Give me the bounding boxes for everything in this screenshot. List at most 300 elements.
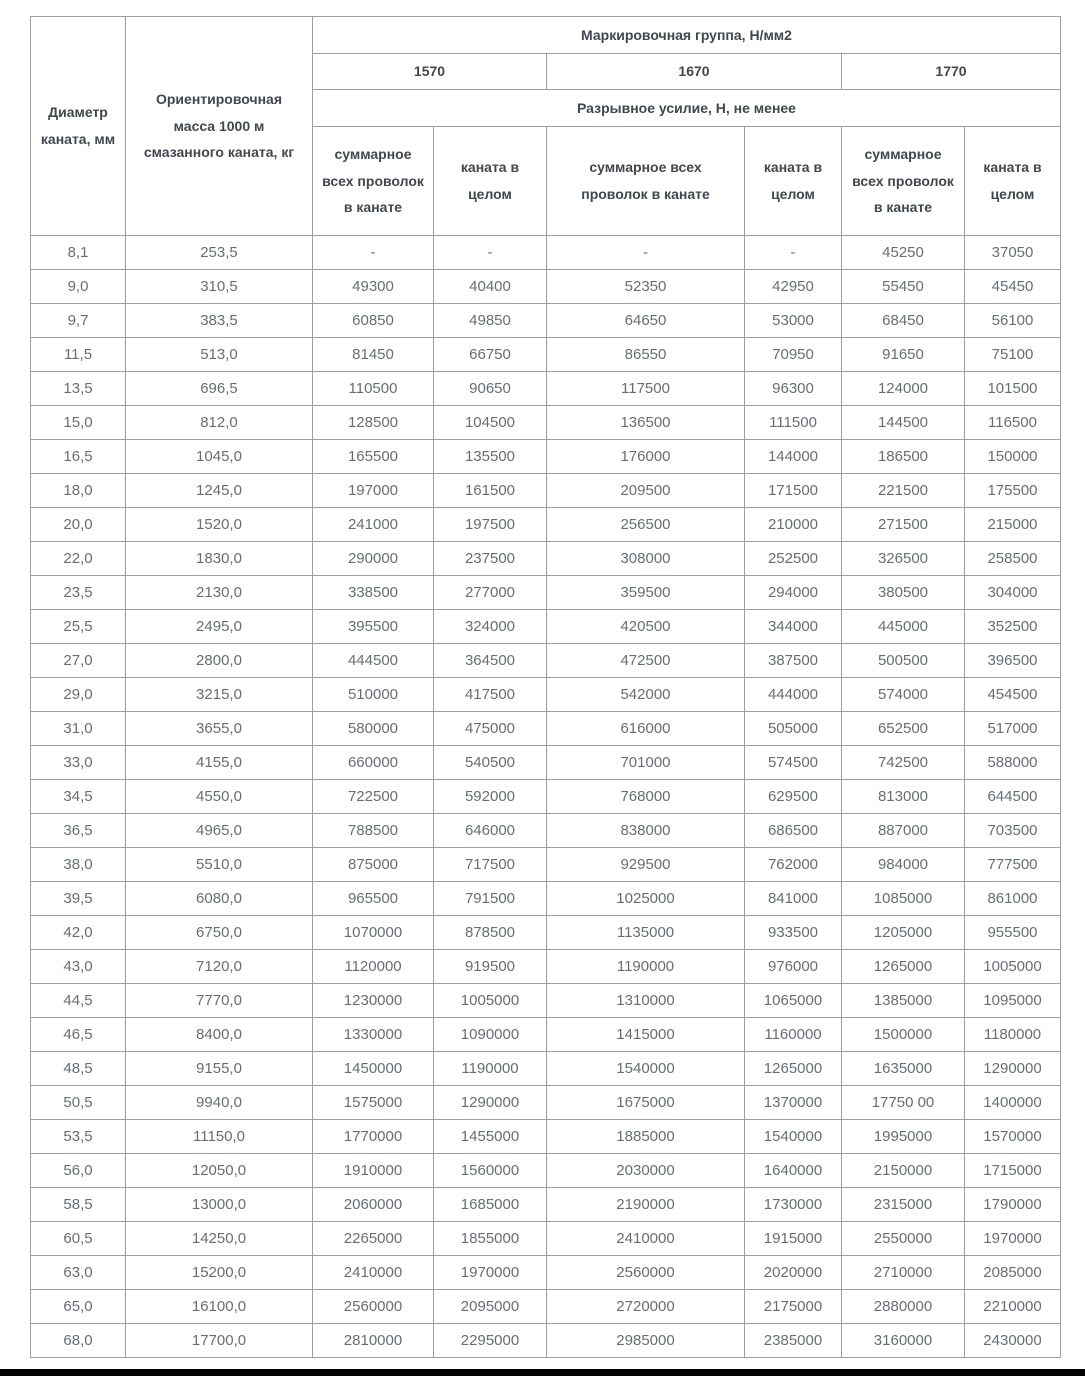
- table-cell: 241000: [313, 508, 434, 542]
- table-cell: 517000: [965, 712, 1061, 746]
- table-cell: 1005000: [434, 984, 547, 1018]
- table-cell: 2030000: [547, 1154, 745, 1188]
- table-cell: 1180000: [965, 1018, 1061, 1052]
- table-cell: 1500000: [842, 1018, 965, 1052]
- header-rope-whole-1770: каната в целом: [965, 127, 1061, 236]
- table-cell: 11150,0: [126, 1120, 313, 1154]
- table-cell: 588000: [965, 746, 1061, 780]
- table-cell: 838000: [547, 814, 745, 848]
- table-cell: 4965,0: [126, 814, 313, 848]
- table-cell: 383,5: [126, 304, 313, 338]
- table-cell: 2385000: [745, 1324, 842, 1358]
- table-cell: 1520,0: [126, 508, 313, 542]
- table-cell: 111500: [745, 406, 842, 440]
- table-cell: 717500: [434, 848, 547, 882]
- table-cell: 696,5: [126, 372, 313, 406]
- table-cell: 104500: [434, 406, 547, 440]
- table-cell: 52350: [547, 270, 745, 304]
- table-cell: 256500: [547, 508, 745, 542]
- table-cell: 150000: [965, 440, 1061, 474]
- table-cell: 13,5: [31, 372, 126, 406]
- table-cell: 540500: [434, 746, 547, 780]
- table-cell: 4155,0: [126, 746, 313, 780]
- table-cell: 310,5: [126, 270, 313, 304]
- table-body: [31, 236, 1061, 1358]
- table-cell: 646000: [434, 814, 547, 848]
- table-cell: 2430000: [965, 1324, 1061, 1358]
- table-cell: -: [745, 236, 842, 270]
- table-cell: 31,0: [31, 712, 126, 746]
- table-cell: 124000: [842, 372, 965, 406]
- table-cell: 144500: [842, 406, 965, 440]
- header-rope-whole-1670: каната в целом: [745, 127, 842, 236]
- table-row: [31, 474, 1061, 508]
- table-cell: 96300: [745, 372, 842, 406]
- table-cell: 701000: [547, 746, 745, 780]
- table-cell: 210000: [745, 508, 842, 542]
- table-cell: 58,5: [31, 1188, 126, 1222]
- table-cell: 955500: [965, 916, 1061, 950]
- table-cell: 762000: [745, 848, 842, 882]
- table-cell: 878500: [434, 916, 547, 950]
- table-row: [31, 236, 1061, 270]
- table-cell: 580000: [313, 712, 434, 746]
- table-cell: 1715000: [965, 1154, 1061, 1188]
- table-cell: 1070000: [313, 916, 434, 950]
- table-cell: 812,0: [126, 406, 313, 440]
- table-cell: 1730000: [745, 1188, 842, 1222]
- table-cell: 197500: [434, 508, 547, 542]
- table-cell: -: [434, 236, 547, 270]
- table-cell: 660000: [313, 746, 434, 780]
- table-cell: 387500: [745, 644, 842, 678]
- table-cell: 742500: [842, 746, 965, 780]
- table-row: [31, 304, 1061, 338]
- table-cell: 841000: [745, 882, 842, 916]
- table-cell: 1450000: [313, 1052, 434, 1086]
- table-cell: 2410000: [313, 1256, 434, 1290]
- table-row: [31, 1154, 1061, 1188]
- table-cell: 2560000: [313, 1290, 434, 1324]
- header-marking-group: Маркировочная группа, Н/мм2: [313, 17, 1061, 54]
- table-row: [31, 814, 1061, 848]
- table-cell: 1230000: [313, 984, 434, 1018]
- table-cell: 68450: [842, 304, 965, 338]
- header-group-1570: 1570: [313, 54, 547, 90]
- table-cell: 2020000: [745, 1256, 842, 1290]
- table-cell: 304000: [965, 576, 1061, 610]
- table-cell: 1770000: [313, 1120, 434, 1154]
- table-cell: 1190000: [434, 1052, 547, 1086]
- table-cell: 68,0: [31, 1324, 126, 1358]
- table-cell: 2800,0: [126, 644, 313, 678]
- table-cell: 1855000: [434, 1222, 547, 1256]
- table-row: [31, 406, 1061, 440]
- table-cell: 364500: [434, 644, 547, 678]
- table-cell: 324000: [434, 610, 547, 644]
- table-cell: 1290000: [434, 1086, 547, 1120]
- table-cell: 4550,0: [126, 780, 313, 814]
- table-cell: 252500: [745, 542, 842, 576]
- table-cell: 9,0: [31, 270, 126, 304]
- table-cell: 3655,0: [126, 712, 313, 746]
- table-cell: 91650: [842, 338, 965, 372]
- table-cell: 510000: [313, 678, 434, 712]
- table-cell: 1025000: [547, 882, 745, 916]
- table-row: [31, 678, 1061, 712]
- table-cell: 2130,0: [126, 576, 313, 610]
- table-cell: 116500: [965, 406, 1061, 440]
- table-cell: 56100: [965, 304, 1061, 338]
- table-cell: 64650: [547, 304, 745, 338]
- table-cell: 344000: [745, 610, 842, 644]
- table-cell: 9,7: [31, 304, 126, 338]
- table-cell: 1330000: [313, 1018, 434, 1052]
- table-cell: 42950: [745, 270, 842, 304]
- table-cell: 27,0: [31, 644, 126, 678]
- table-cell: 17750 00: [842, 1086, 965, 1120]
- table-row: [31, 1222, 1061, 1256]
- bottom-bar: [0, 1369, 1085, 1376]
- table-cell: 63,0: [31, 1256, 126, 1290]
- table-cell: 34,5: [31, 780, 126, 814]
- table-cell: 81450: [313, 338, 434, 372]
- table-cell: 1830,0: [126, 542, 313, 576]
- table-cell: 1370000: [745, 1086, 842, 1120]
- table-cell: 984000: [842, 848, 965, 882]
- table-cell: 53000: [745, 304, 842, 338]
- table-cell: 1265000: [745, 1052, 842, 1086]
- table-cell: 33,0: [31, 746, 126, 780]
- table-cell: 965500: [313, 882, 434, 916]
- table-row: [31, 712, 1061, 746]
- table-cell: 875000: [313, 848, 434, 882]
- table-cell: 23,5: [31, 576, 126, 610]
- table-cell: 46,5: [31, 1018, 126, 1052]
- table-cell: 2060000: [313, 1188, 434, 1222]
- table-cell: 6750,0: [126, 916, 313, 950]
- table-cell: 444500: [313, 644, 434, 678]
- table-cell: 175500: [965, 474, 1061, 508]
- table-cell: 20,0: [31, 508, 126, 542]
- table-cell: 15,0: [31, 406, 126, 440]
- table-cell: 2410000: [547, 1222, 745, 1256]
- table-cell: 2560000: [547, 1256, 745, 1290]
- table-cell: 5510,0: [126, 848, 313, 882]
- table-cell: 271500: [842, 508, 965, 542]
- table-cell: 1095000: [965, 984, 1061, 1018]
- table-cell: 186500: [842, 440, 965, 474]
- table-cell: 933500: [745, 916, 842, 950]
- table-cell: 221500: [842, 474, 965, 508]
- table-cell: 472500: [547, 644, 745, 678]
- table-cell: 2810000: [313, 1324, 434, 1358]
- table-row: [31, 610, 1061, 644]
- table-cell: 110500: [313, 372, 434, 406]
- table-cell: 60850: [313, 304, 434, 338]
- table-cell: 9155,0: [126, 1052, 313, 1086]
- table-cell: 2315000: [842, 1188, 965, 1222]
- table-cell: 171500: [745, 474, 842, 508]
- table-cell: 294000: [745, 576, 842, 610]
- table-cell: 1415000: [547, 1018, 745, 1052]
- table-row: [31, 1018, 1061, 1052]
- table-cell: 15200,0: [126, 1256, 313, 1290]
- table-cell: 1640000: [745, 1154, 842, 1188]
- table-cell: 12050,0: [126, 1154, 313, 1188]
- table-cell: 18,0: [31, 474, 126, 508]
- table-cell: 2720000: [547, 1290, 745, 1324]
- table-cell: 50,5: [31, 1086, 126, 1120]
- table-cell: 56,0: [31, 1154, 126, 1188]
- header-sum-wires-1770: суммарное всех проволок в канате: [842, 127, 965, 236]
- table-cell: -: [547, 236, 745, 270]
- table-row: [31, 1086, 1061, 1120]
- table-cell: 644500: [965, 780, 1061, 814]
- table-cell: 777500: [965, 848, 1061, 882]
- table-cell: 326500: [842, 542, 965, 576]
- header-sum-wires-1570: суммарное всех проволок в канате: [313, 127, 434, 236]
- header-group-1670: 1670: [547, 54, 842, 90]
- table-cell: 420500: [547, 610, 745, 644]
- table-cell: 37050: [965, 236, 1061, 270]
- table-cell: 1160000: [745, 1018, 842, 1052]
- table-cell: 475000: [434, 712, 547, 746]
- table-cell: 101500: [965, 372, 1061, 406]
- table-cell: 45250: [842, 236, 965, 270]
- header-row-marking-group: [31, 17, 1061, 54]
- table-cell: 1575000: [313, 1086, 434, 1120]
- header-sum-wires-1670: суммарное всех проволок в канате: [547, 127, 745, 236]
- header-mass: Ориентировочная масса 1000 м смазанного каната, кг: [126, 17, 313, 236]
- table-row: [31, 950, 1061, 984]
- table-cell: 40400: [434, 270, 547, 304]
- table-cell: 1915000: [745, 1222, 842, 1256]
- table-cell: 16,5: [31, 440, 126, 474]
- table-cell: 1265000: [842, 950, 965, 984]
- table-cell: 574000: [842, 678, 965, 712]
- table-cell: 237500: [434, 542, 547, 576]
- table-row: [31, 1324, 1061, 1358]
- table-cell: 22,0: [31, 542, 126, 576]
- table-cell: 813000: [842, 780, 965, 814]
- table-cell: 1675000: [547, 1086, 745, 1120]
- rope-specs-table: [30, 16, 1061, 1358]
- table-cell: 1635000: [842, 1052, 965, 1086]
- table-cell: 1970000: [965, 1222, 1061, 1256]
- table-cell: -: [313, 236, 434, 270]
- table-cell: 454500: [965, 678, 1061, 712]
- table-header: [31, 17, 1061, 236]
- table-cell: 976000: [745, 950, 842, 984]
- table-cell: 2295000: [434, 1324, 547, 1358]
- table-cell: 29,0: [31, 678, 126, 712]
- table-cell: 8400,0: [126, 1018, 313, 1052]
- table-cell: 1005000: [965, 950, 1061, 984]
- table-cell: 7770,0: [126, 984, 313, 1018]
- table-cell: 1540000: [745, 1120, 842, 1154]
- table-row: [31, 1290, 1061, 1324]
- table-cell: 703500: [965, 814, 1061, 848]
- table-cell: 1190000: [547, 950, 745, 984]
- table-cell: 417500: [434, 678, 547, 712]
- table-cell: 1045,0: [126, 440, 313, 474]
- table-cell: 197000: [313, 474, 434, 508]
- table-cell: 7120,0: [126, 950, 313, 984]
- table-cell: 2265000: [313, 1222, 434, 1256]
- table-cell: 16100,0: [126, 1290, 313, 1324]
- table-row: [31, 440, 1061, 474]
- table-cell: 17700,0: [126, 1324, 313, 1358]
- table-cell: 308000: [547, 542, 745, 576]
- table-cell: 90650: [434, 372, 547, 406]
- table-cell: 1290000: [965, 1052, 1061, 1086]
- table-cell: 788500: [313, 814, 434, 848]
- table-cell: 136500: [547, 406, 745, 440]
- table-cell: 592000: [434, 780, 547, 814]
- table-cell: 43,0: [31, 950, 126, 984]
- table-cell: 38,0: [31, 848, 126, 882]
- table-cell: 1385000: [842, 984, 965, 1018]
- table-cell: 2190000: [547, 1188, 745, 1222]
- table-cell: 8,1: [31, 236, 126, 270]
- table-cell: 1455000: [434, 1120, 547, 1154]
- table-row: [31, 644, 1061, 678]
- table-row: [31, 576, 1061, 610]
- table-cell: 513,0: [126, 338, 313, 372]
- table-row: [31, 848, 1061, 882]
- table-cell: 253,5: [126, 236, 313, 270]
- table-cell: 176000: [547, 440, 745, 474]
- table-cell: 338500: [313, 576, 434, 610]
- table-cell: 1205000: [842, 916, 965, 950]
- table-row: [31, 270, 1061, 304]
- table-cell: 1540000: [547, 1052, 745, 1086]
- table-cell: 75100: [965, 338, 1061, 372]
- table-cell: 2710000: [842, 1256, 965, 1290]
- table-cell: 1090000: [434, 1018, 547, 1052]
- table-cell: 209500: [547, 474, 745, 508]
- table-cell: 395500: [313, 610, 434, 644]
- table-cell: 919500: [434, 950, 547, 984]
- table-cell: 13000,0: [126, 1188, 313, 1222]
- table-row: [31, 780, 1061, 814]
- header-diameter: Диаметр каната, мм: [31, 17, 126, 236]
- table-cell: 3215,0: [126, 678, 313, 712]
- table-cell: 1685000: [434, 1188, 547, 1222]
- table-cell: 929500: [547, 848, 745, 882]
- header-group-1770: 1770: [842, 54, 1061, 90]
- table-cell: 48,5: [31, 1052, 126, 1086]
- table-cell: 117500: [547, 372, 745, 406]
- table-cell: 2985000: [547, 1324, 745, 1358]
- table-cell: 500500: [842, 644, 965, 678]
- table-cell: 505000: [745, 712, 842, 746]
- table-cell: 1885000: [547, 1120, 745, 1154]
- table-cell: 70950: [745, 338, 842, 372]
- table-cell: 49850: [434, 304, 547, 338]
- table-cell: 616000: [547, 712, 745, 746]
- table-cell: 1560000: [434, 1154, 547, 1188]
- table-cell: 6080,0: [126, 882, 313, 916]
- table-cell: 1310000: [547, 984, 745, 1018]
- table-cell: 258500: [965, 542, 1061, 576]
- table-cell: 1245,0: [126, 474, 313, 508]
- table-cell: 861000: [965, 882, 1061, 916]
- header-breaking-force: Разрывное усилие, Н, не менее: [313, 90, 1061, 127]
- table-cell: 1085000: [842, 882, 965, 916]
- table-row: [31, 916, 1061, 950]
- table-cell: 2085000: [965, 1256, 1061, 1290]
- table-cell: 1135000: [547, 916, 745, 950]
- table-row: [31, 746, 1061, 780]
- table-cell: 722500: [313, 780, 434, 814]
- table-cell: 66750: [434, 338, 547, 372]
- table-cell: 2150000: [842, 1154, 965, 1188]
- table-cell: 352500: [965, 610, 1061, 644]
- table-cell: 135500: [434, 440, 547, 474]
- table-cell: 49300: [313, 270, 434, 304]
- table-cell: 290000: [313, 542, 434, 576]
- table-cell: 444000: [745, 678, 842, 712]
- table-cell: 45450: [965, 270, 1061, 304]
- table-cell: 60,5: [31, 1222, 126, 1256]
- table-cell: 629500: [745, 780, 842, 814]
- table-cell: 144000: [745, 440, 842, 474]
- header-rope-whole-1570: каната в целом: [434, 127, 547, 236]
- table-row: [31, 372, 1061, 406]
- table-cell: 2095000: [434, 1290, 547, 1324]
- table-row: [31, 338, 1061, 372]
- table-cell: 2175000: [745, 1290, 842, 1324]
- table-cell: 2880000: [842, 1290, 965, 1324]
- table-cell: 11,5: [31, 338, 126, 372]
- table-row: [31, 882, 1061, 916]
- table-cell: 128500: [313, 406, 434, 440]
- table-cell: 574500: [745, 746, 842, 780]
- table-cell: 1995000: [842, 1120, 965, 1154]
- table-cell: 791500: [434, 882, 547, 916]
- table-cell: 3160000: [842, 1324, 965, 1358]
- table-cell: 86550: [547, 338, 745, 372]
- table-cell: 887000: [842, 814, 965, 848]
- table-cell: 165500: [313, 440, 434, 474]
- table-row: [31, 542, 1061, 576]
- table-cell: 359500: [547, 576, 745, 610]
- table-cell: 1400000: [965, 1086, 1061, 1120]
- table-cell: 445000: [842, 610, 965, 644]
- table-row: [31, 1120, 1061, 1154]
- table-row: [31, 1052, 1061, 1086]
- table-cell: 768000: [547, 780, 745, 814]
- table-cell: 1120000: [313, 950, 434, 984]
- table-row: [31, 508, 1061, 542]
- table-cell: 14250,0: [126, 1222, 313, 1256]
- table-cell: 39,5: [31, 882, 126, 916]
- table-cell: 1065000: [745, 984, 842, 1018]
- table-cell: 380500: [842, 576, 965, 610]
- table-cell: 9940,0: [126, 1086, 313, 1120]
- table-cell: 36,5: [31, 814, 126, 848]
- table-cell: 1910000: [313, 1154, 434, 1188]
- table-cell: 2550000: [842, 1222, 965, 1256]
- table-cell: 65,0: [31, 1290, 126, 1324]
- table-cell: 1790000: [965, 1188, 1061, 1222]
- table-cell: 1970000: [434, 1256, 547, 1290]
- table-cell: 55450: [842, 270, 965, 304]
- table-cell: 686500: [745, 814, 842, 848]
- table-cell: 44,5: [31, 984, 126, 1018]
